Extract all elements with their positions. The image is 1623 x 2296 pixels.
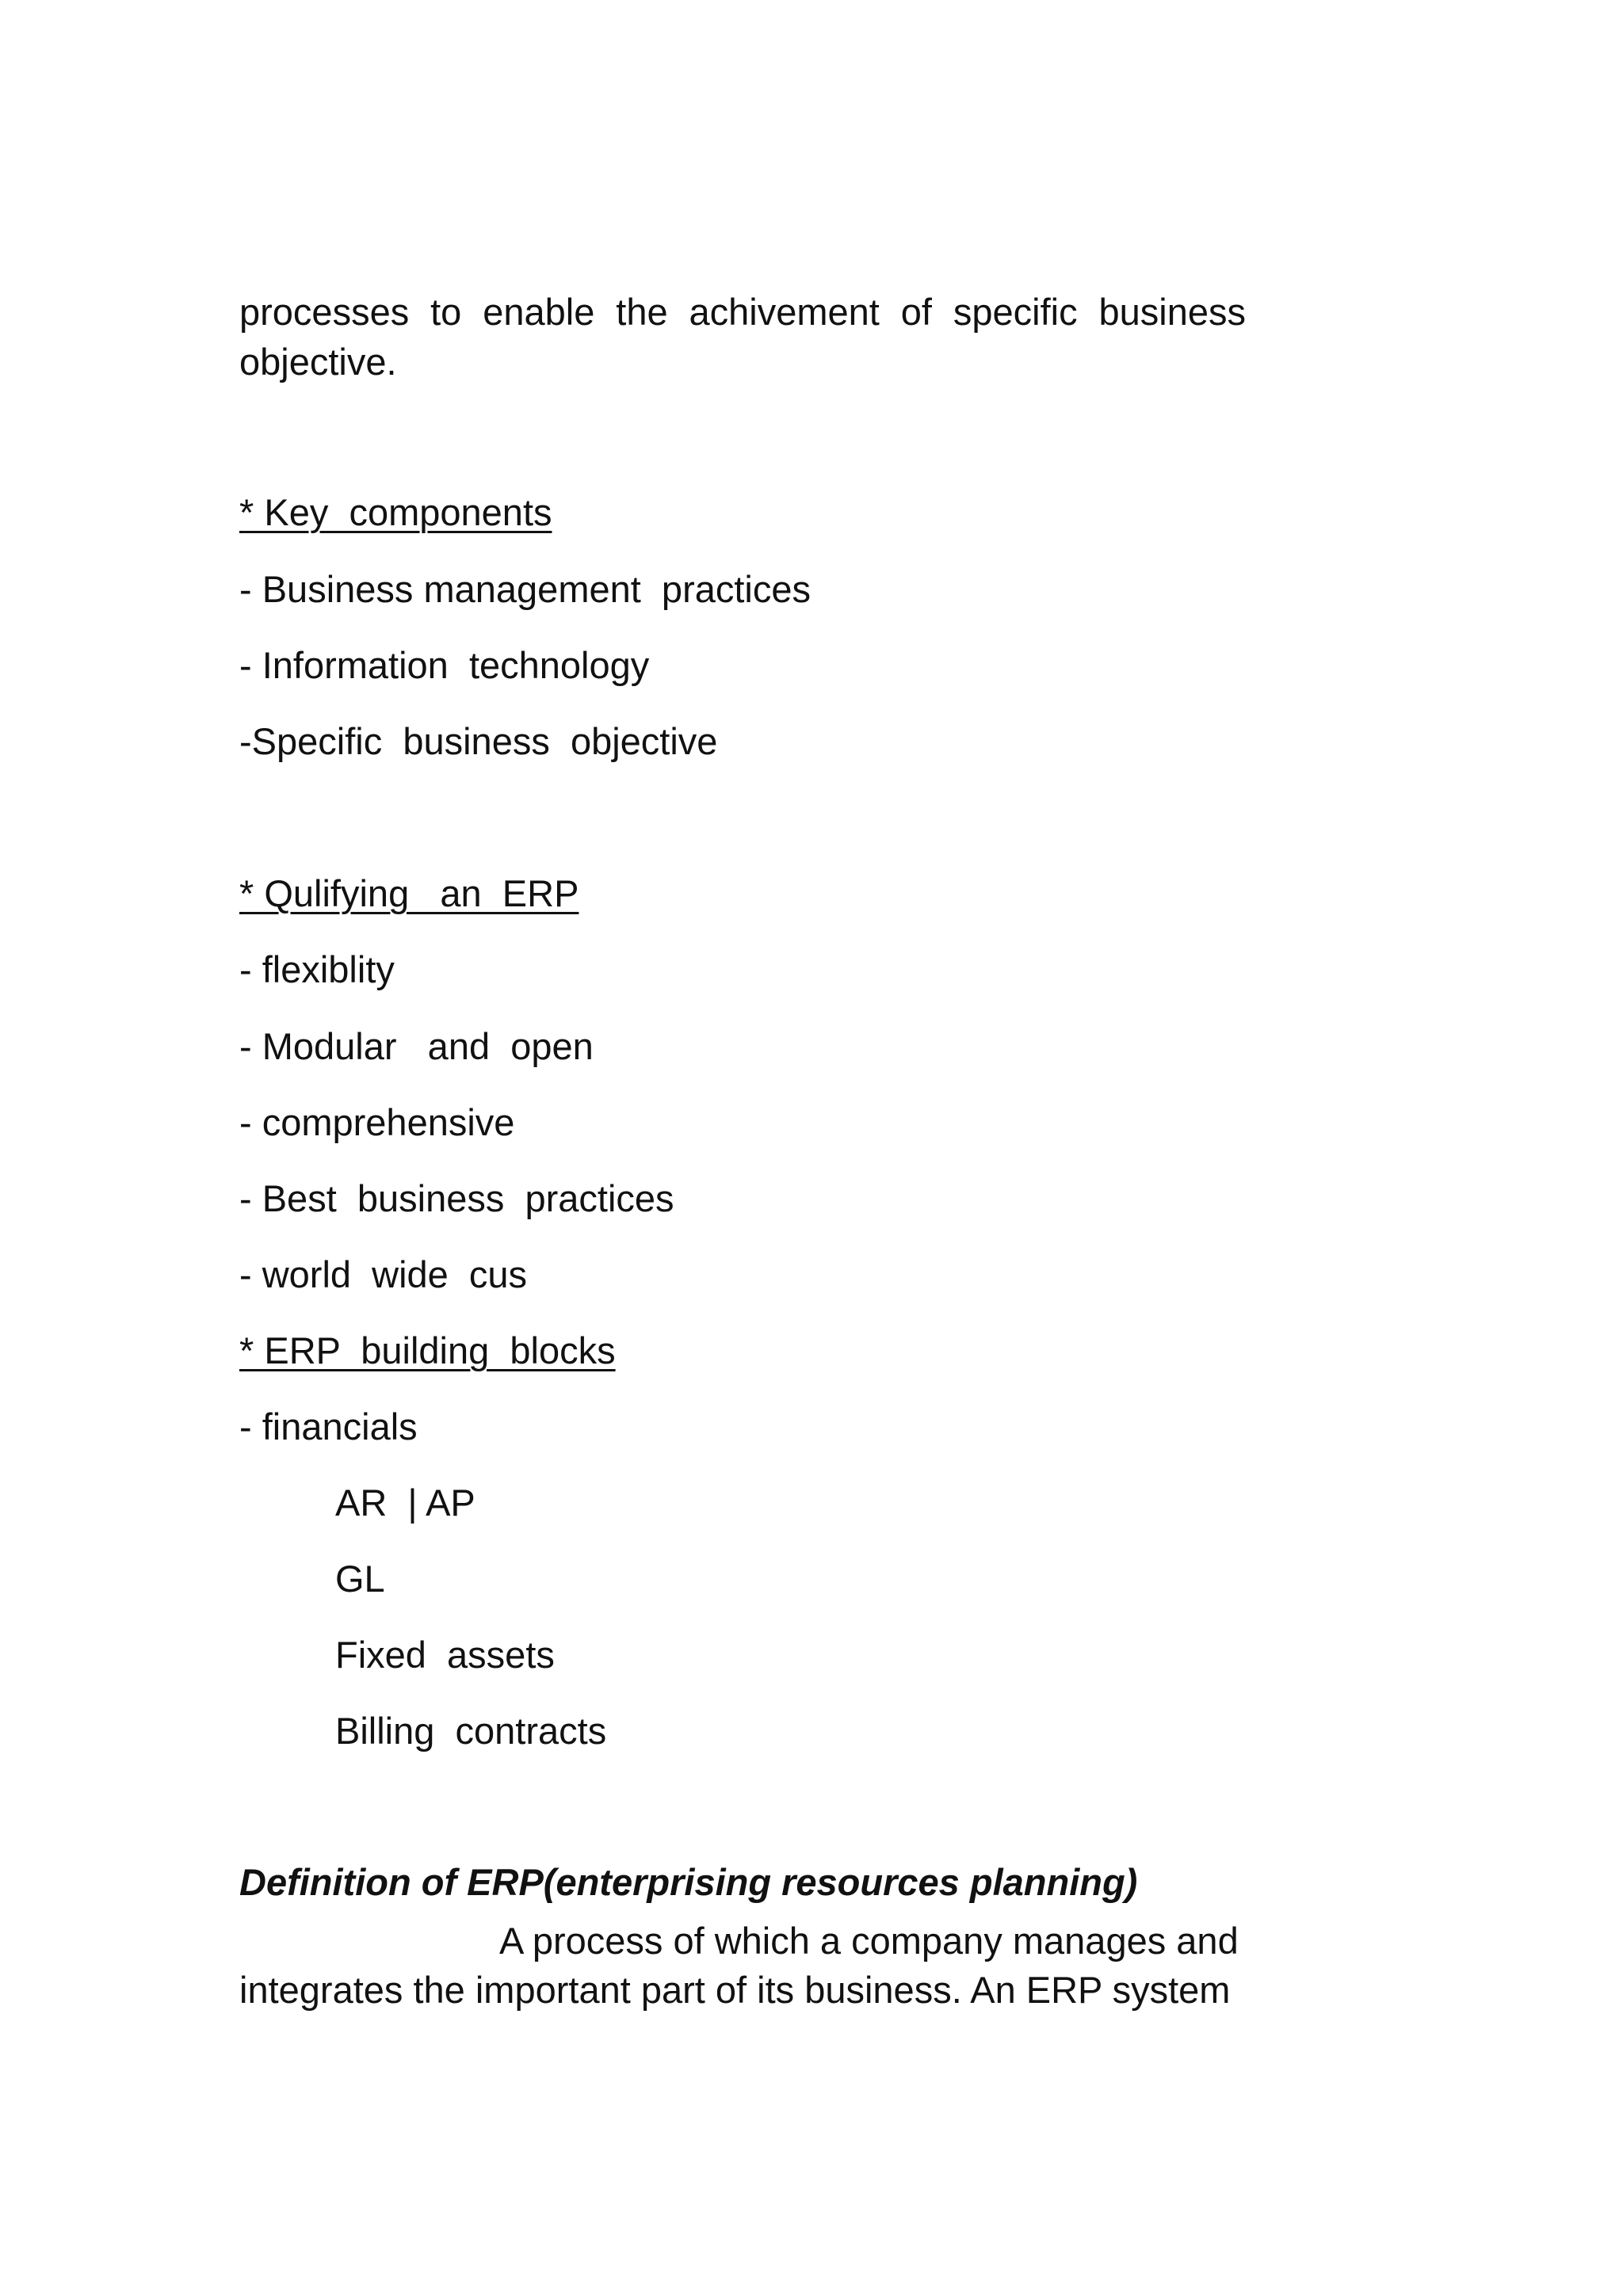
building-blocks-heading: * ERP building blocks [239,1329,616,1371]
list-item: - Information technology [239,644,650,686]
sub-list-item: AR | AP [335,1482,475,1524]
sub-list-item: Billing contracts [335,1710,607,1752]
intro-line-2: objective. [239,341,397,383]
list-item: - Modular and open [239,1025,594,1067]
list-item: -Specific business objective [239,720,718,762]
key-components-heading: * Key components [239,491,552,533]
list-item: - Best business practices [239,1177,674,1219]
intro-line-1: processes to enable the achivement of specific business [239,291,1246,333]
list-item: - flexiblity [239,948,395,990]
definition-line-1: A process of which a company manages and [499,1920,1239,1962]
sub-list-item: Fixed assets [335,1634,555,1676]
list-item: - world wide cus [239,1253,528,1295]
list-item: - comprehensive [239,1101,515,1143]
definition-line-2: integrates the important part of its business. An ERP system [239,1969,1231,2011]
list-item: - Business management practices [239,568,811,610]
list-item: - financials [239,1405,418,1447]
definition-title: Definition of ERP(enterprising resources planning) [239,1861,1138,1903]
sub-list-item: GL [335,1558,385,1600]
qualifying-heading: * Qulifying an ERP [239,872,579,914]
